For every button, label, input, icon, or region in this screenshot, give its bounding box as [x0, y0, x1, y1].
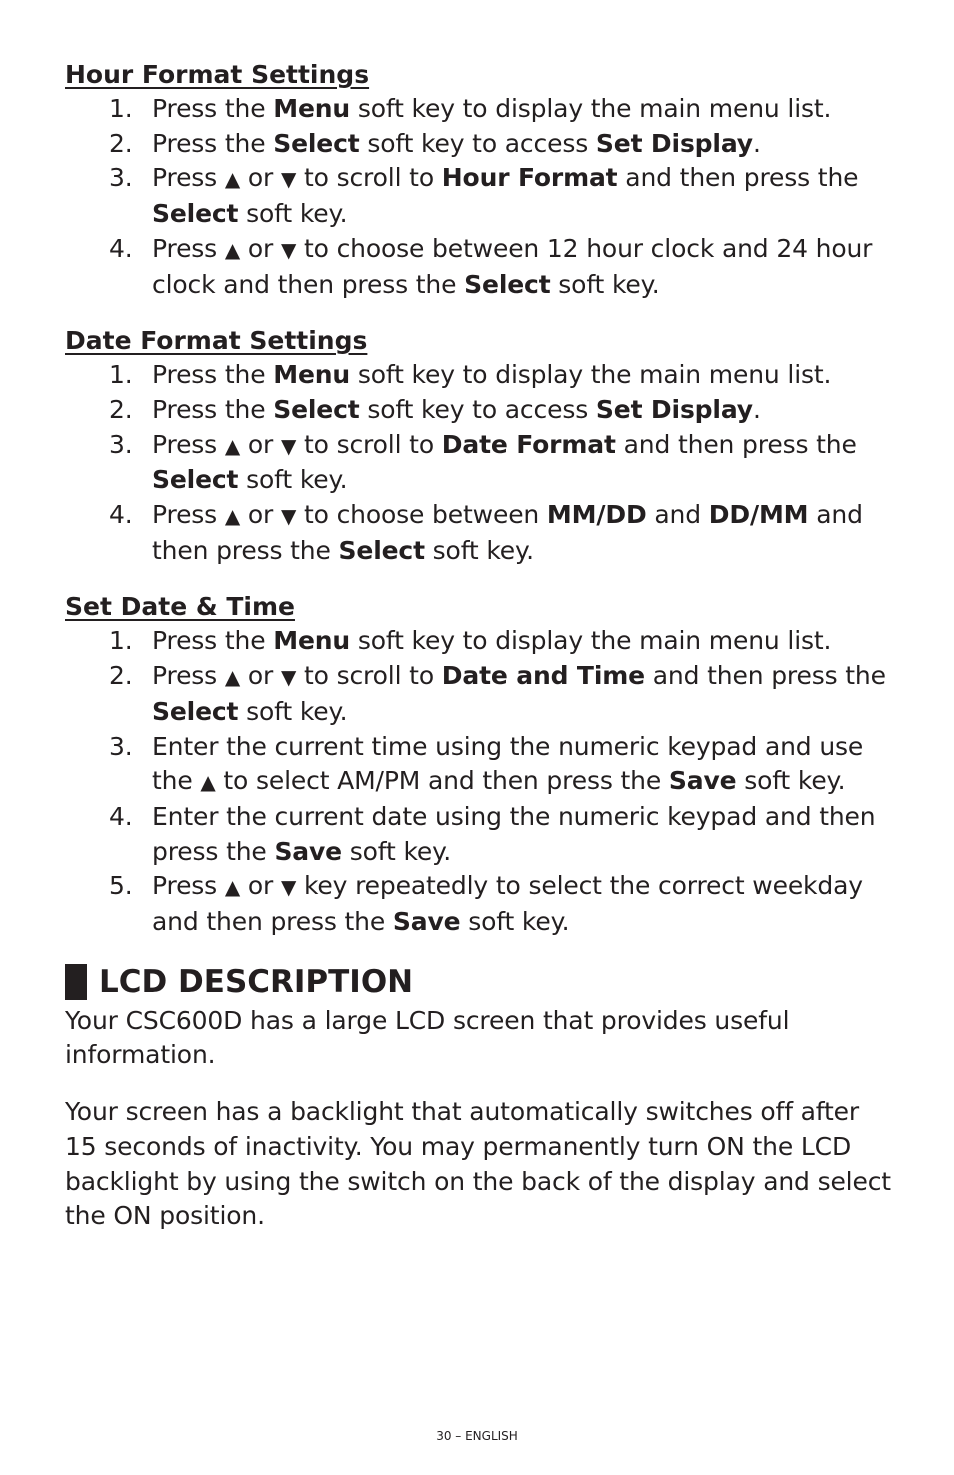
step-list [65, 358, 895, 568]
step-text: Press the Menu soft key to display the main menu list. [152, 360, 832, 390]
lcd-paragraph-2: Your screen has a backlight that automatically switches off after 15 seconds of inactivity. You may permanently turn ON the LCD backlight by using the switch on the back of the display and select the ON position. [65, 1097, 891, 1231]
step-number: 3. [109, 163, 133, 193]
step-number: 1. [109, 94, 133, 123]
step-item [65, 358, 895, 393]
page-footer: 30 – ENGLISH [436, 1429, 518, 1443]
step-text: Press the Menu soft key to display the main menu list. [152, 626, 832, 656]
step-number: 2. [109, 394, 133, 424]
step-text: Enter the current date using the numeric keypad and then press the Save soft key. [152, 801, 876, 866]
step-number: 1. [109, 360, 133, 390]
step-number: 3. [109, 731, 133, 761]
step-item [65, 800, 895, 869]
step-item [65, 659, 895, 729]
step-text: Enter the current time using the numeric keypad and use the ▲ to select AM/PM and then press the Save soft key. [152, 731, 864, 796]
step-number: 1. [109, 626, 133, 656]
section-heading: Date Format Settings [65, 326, 368, 356]
step-text: Press ▲ or ▼ key repeatedly to select the correct weekday and then press the Save soft key. [152, 871, 863, 937]
step-item [65, 428, 895, 498]
section-heading: Set Date & Time [65, 592, 295, 622]
step-text: Press the Select soft key to access Set Display. [152, 394, 761, 424]
step-list [65, 92, 895, 302]
step-text: Press ▲ or ▼ to scroll to Date Format and then press the Select soft key. [152, 429, 857, 495]
lcd-paragraph-1: Your CSC600D has a large LCD screen that provides useful information. [65, 1005, 790, 1070]
heading-bar-icon [65, 964, 87, 1000]
manual-page [65, 58, 895, 1256]
step-number: 4. [109, 233, 133, 263]
step-text: Press ▲ or ▼ to scroll to Date and Time and then press the Select soft key. [152, 661, 886, 726]
step-item [65, 393, 895, 428]
step-number: 5. [109, 871, 133, 901]
step-list [65, 624, 895, 939]
step-item [65, 127, 895, 162]
step-number: 2. [109, 128, 133, 158]
step-text: Press the Menu soft key to display the main menu list. [152, 94, 832, 123]
step-item [65, 498, 895, 568]
step-item [65, 624, 895, 659]
step-item [65, 92, 895, 127]
lcd-heading-text: LCD DESCRIPTION [99, 963, 414, 1000]
step-item [65, 232, 895, 302]
settings-sections [65, 58, 895, 940]
step-text: Press ▲ or ▼ to scroll to Hour Format and then press the Select soft key. [152, 163, 859, 229]
step-text: Press ▲ or ▼ to choose between 12 hour clock and 24 hour clock and then press the Select soft key. [152, 233, 873, 299]
step-text: Press the Select soft key to access Set Display. [152, 128, 761, 158]
step-number: 3. [109, 429, 133, 459]
step-number: 4. [109, 801, 133, 831]
lcd-description-heading [65, 962, 895, 1002]
step-text: Press ▲ or ▼ to choose between MM/DD and DD/MM and then press the Select soft key. [152, 500, 863, 565]
step-item [65, 730, 895, 800]
section-heading: Hour Format Settings [65, 60, 370, 89]
step-number: 4. [109, 500, 133, 530]
step-number: 2. [109, 661, 133, 691]
step-item [65, 161, 895, 231]
step-item [65, 869, 895, 939]
